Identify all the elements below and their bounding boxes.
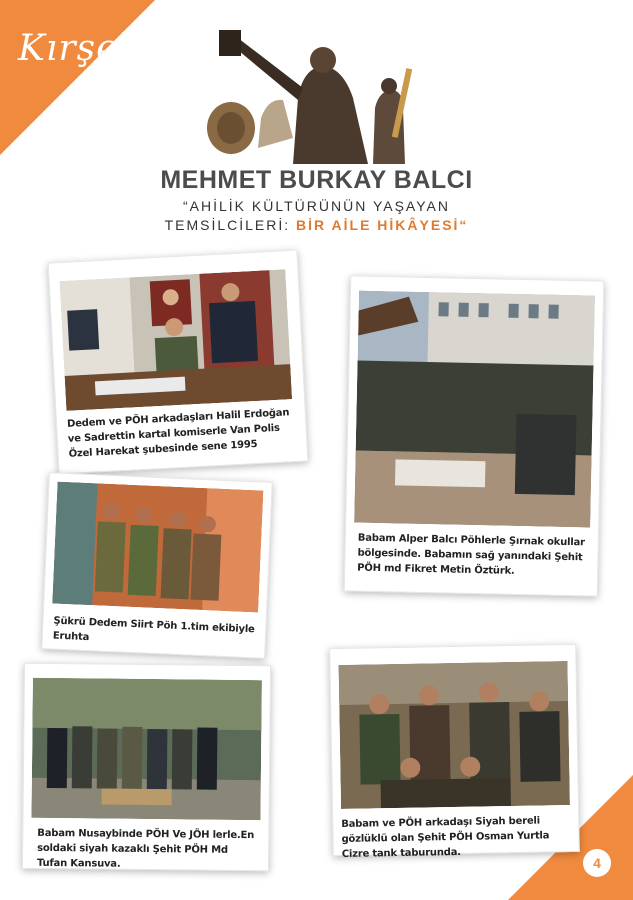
brand-logo-text: Kırşehir [18,28,174,69]
photo-siirt-team [52,482,263,613]
photo-caption: Babam Alper Balcı Pöhlerle Şırnak okullar bölgesinde. Babamın sağ yanındaki Şehit PÖH md Fikret Metin Öztürk. [357,532,585,577]
corner-decoration-top [0,0,155,155]
photo-cizre [338,661,569,809]
photo-card-school-region [344,275,605,596]
photo-card-cizre [329,644,580,860]
photo-office [60,269,292,411]
photo-caption: Babam Nusaybinde PÖH Ve JÖH lerle.En soldaki siyah kazaklı Şehit PÖH Md Tufan Kansuva. [36,827,255,870]
subtitle-prefix: TEMSİLCİLERİ: [164,217,297,233]
photo-caption: Dedem ve PÖH arkadaşları Halil Erdoğan ve Sadrettin kartal komiserle Van Polis Özel Harekat şubesinde sene 1995 [66,407,290,460]
photo-school-region [354,291,595,528]
photo-card-nusaybin [22,663,271,872]
statue-illustration [203,28,418,164]
photo-caption: Şükrü Dedem Siirt Pöh 1.tim ekibiyle Eruhta [52,615,255,644]
photo-caption: Babam ve PÖH arkadaşı Siyah bereli gözlüklü olan Şehit PÖH Osman Yurtla Cizre tank taburunda. [341,815,550,860]
photo-nusaybin [31,678,261,820]
photo-card-siirt-team [41,472,273,659]
page-title: MEHMET BURKAY BALCI [160,166,473,194]
subtitle-accent: BİR AİLE HİKÂYESİ“ [296,217,469,233]
subtitle-line-2 [0,217,633,233]
subtitle-line-1: “AHİLİK KÜLTÜRÜNÜN YAŞAYAN [183,198,450,214]
photo-card-office [48,250,309,475]
page-number: 4 [583,849,611,877]
